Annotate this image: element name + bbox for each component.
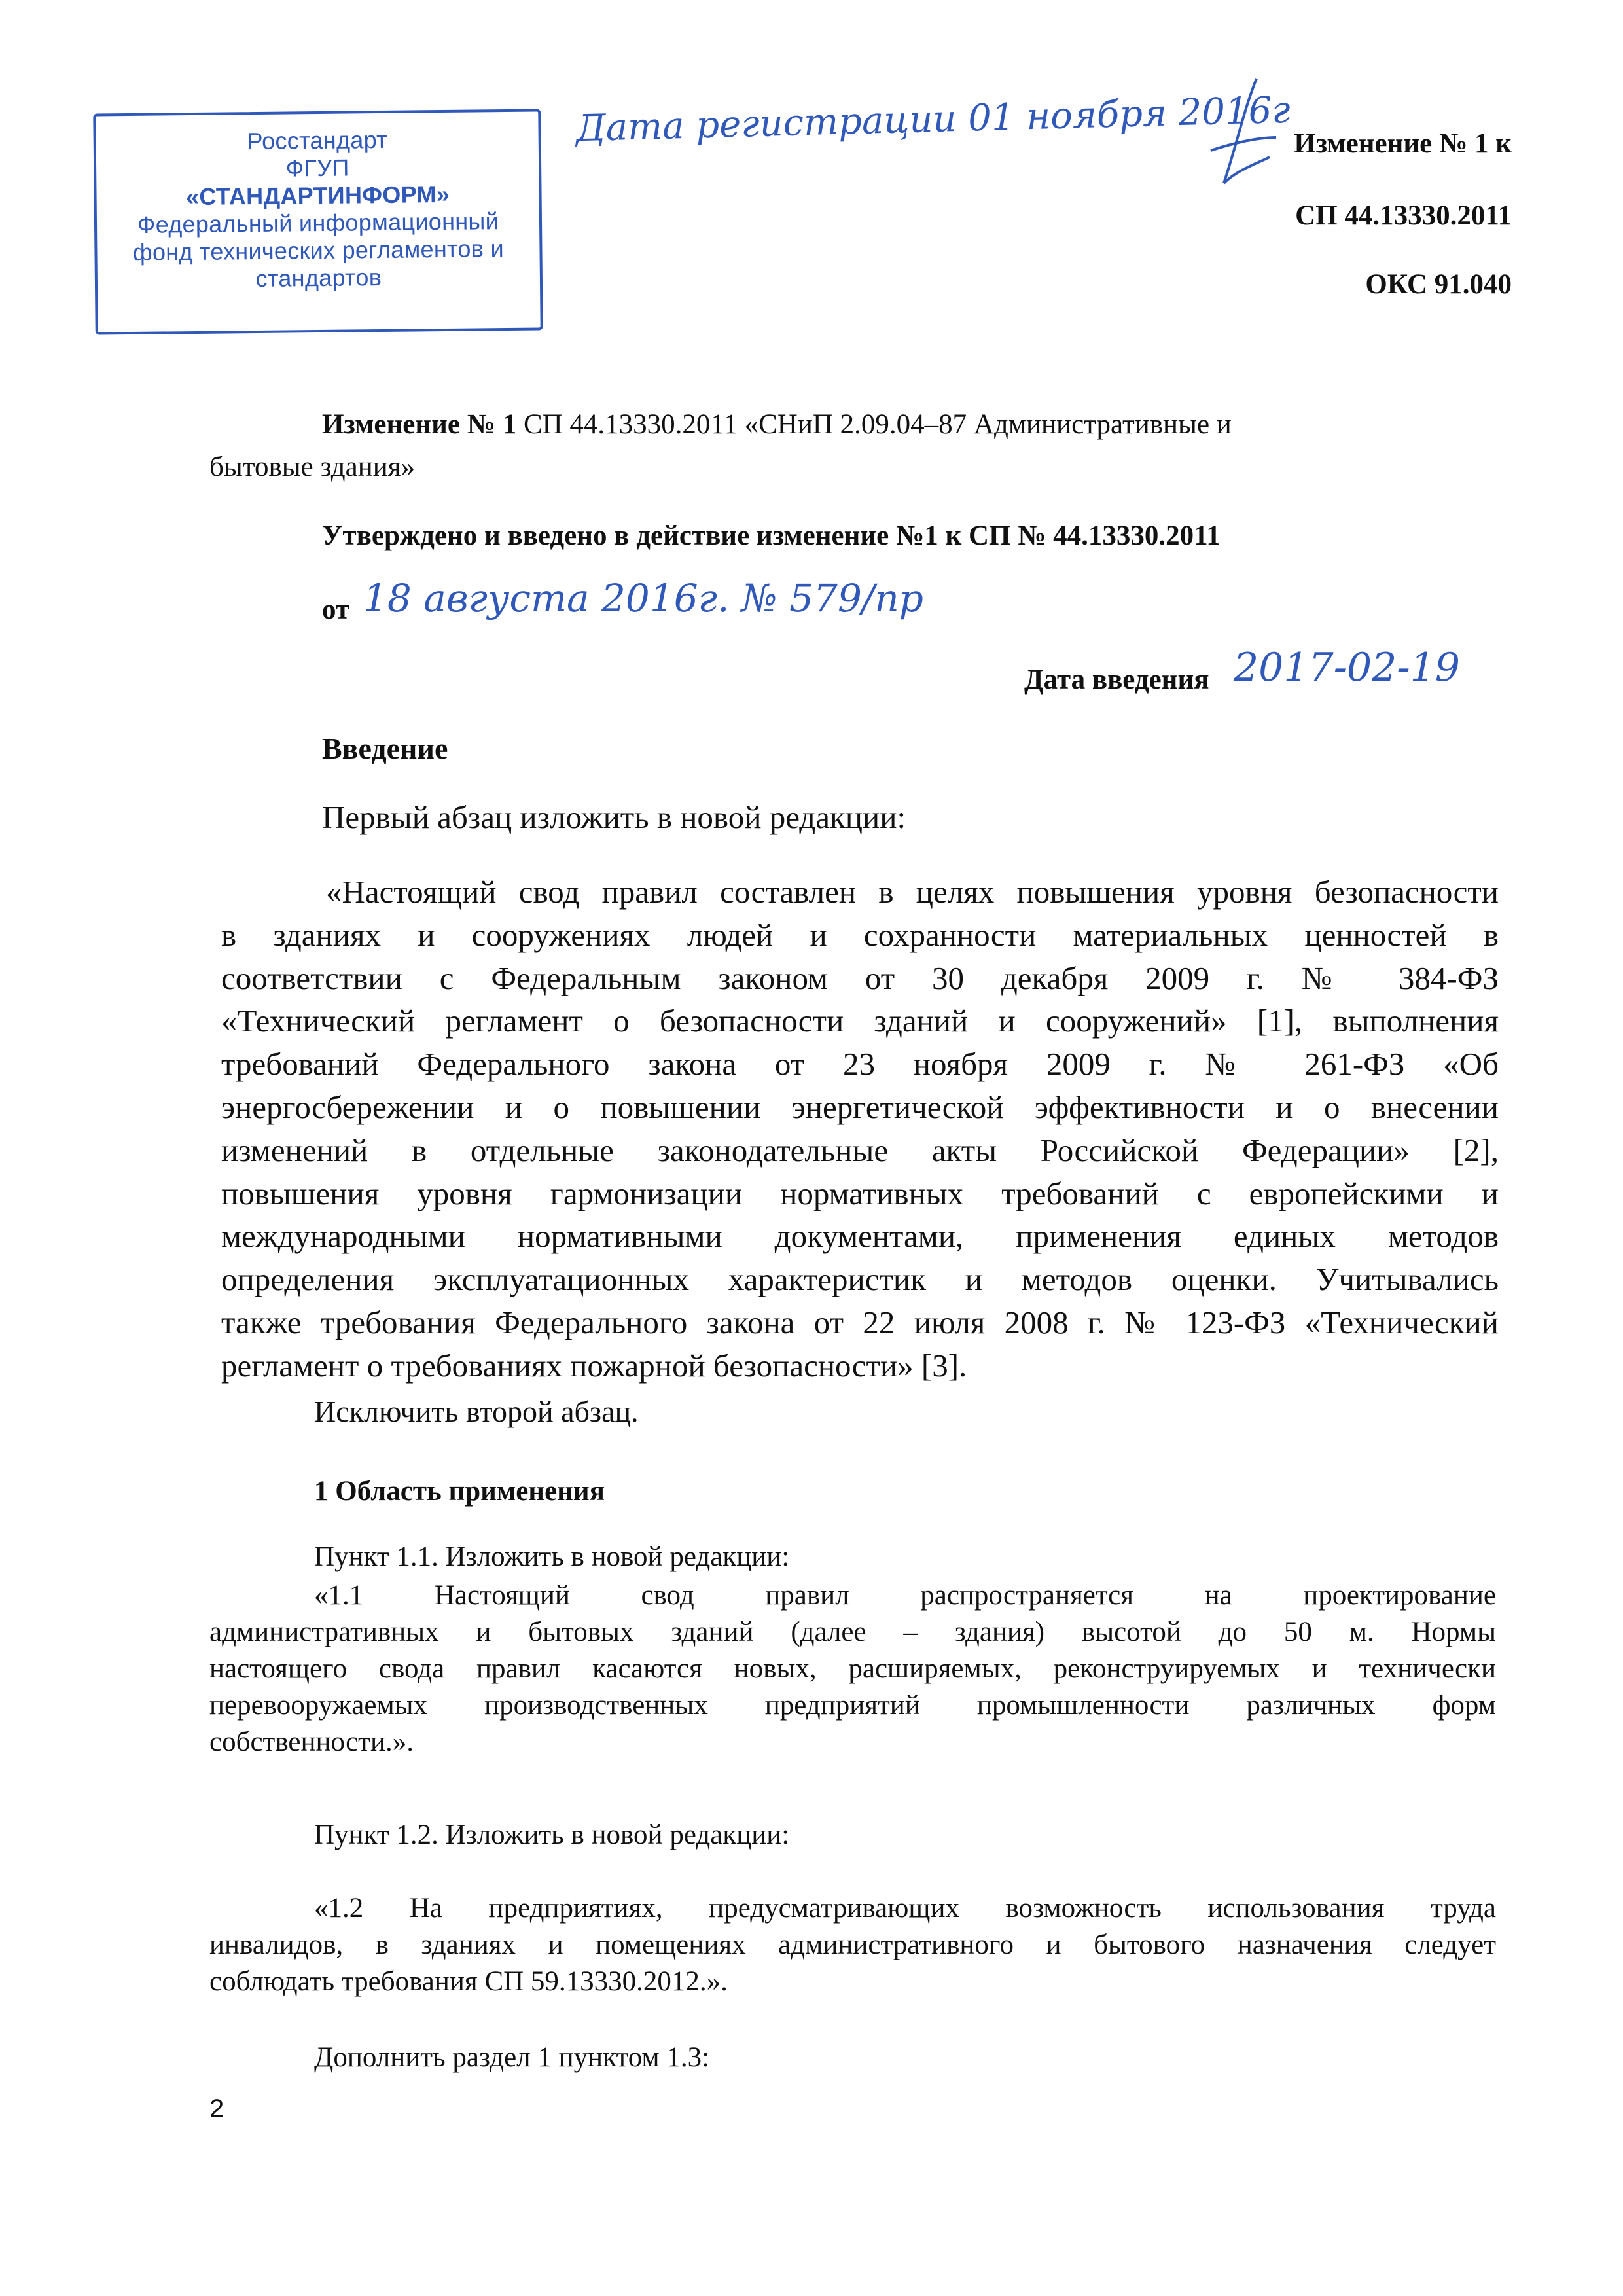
title-rest: СП 44.13330.2011 «СНиП 2.09.04–87 Административные и xyxy=(516,409,1232,440)
paragraph-line: повышения уровня гармонизации нормативных требований с европейскими и xyxy=(221,1175,1499,1211)
p13-instruction: Дополнить раздел 1 пунктом 1.3: xyxy=(314,2042,710,2073)
paragraph-line: «Технический регламент о безопасности зданий и сооружений» [1], выполнения xyxy=(221,1003,1499,1039)
stamp-line: «СТАНДАРТИНФОРМ» xyxy=(185,180,450,211)
approval-date-handwriting: 18 августа 2016г. № 579/пр xyxy=(363,576,923,620)
intro-date-label: Дата введения xyxy=(1024,664,1209,695)
p11-instruction: Пункт 1.1. Изложить в новой редакции: xyxy=(314,1541,790,1572)
document-title-line2: бытовые здания» xyxy=(209,452,415,482)
change-number-header: Изменение № 1 к xyxy=(1294,128,1512,159)
section-heading-intro: Введение xyxy=(322,732,448,765)
section-heading-scope: 1 Область применения xyxy=(314,1476,605,1507)
paragraph-line: определения эксплуатационных характеристик и методов оценки. Учитывались xyxy=(221,1261,1499,1298)
paragraph-line: требований Федерального закона от 23 ноября 2009 г. № 261-ФЗ «Об xyxy=(221,1046,1499,1083)
paragraph-line: в зданиях и сооружениях людей и сохранности материальных ценностей в xyxy=(221,916,1499,953)
exclude-instruction: Исключить второй абзац. xyxy=(314,1395,639,1428)
stamp-line: Росстандарт xyxy=(247,126,388,155)
stamp-line: ФГУП xyxy=(285,154,349,182)
paragraph-line: соблюдать требования СП 59.13330.2012.». xyxy=(209,1966,728,1997)
stamp-line: Федеральный информационный xyxy=(137,207,499,238)
p11-paragraph xyxy=(209,1577,1496,1761)
paragraph-line: международными нормативными документами, применения единых методов xyxy=(221,1218,1499,1255)
paragraph-line: инвалидов, в зданиях и помещениях административного и бытового назначения следует xyxy=(209,1929,1496,1960)
paragraph-line: соответствии с Федеральным законом от 30 декабря 2009 г. № 384-ФЗ xyxy=(221,960,1499,996)
paragraph-line: перевооружаемых производственных предприятий промышленности различных форм xyxy=(209,1690,1496,1721)
signature-mark xyxy=(1204,72,1283,203)
paragraph-line: изменений в отдельные законодательные акты Российской Федерации» [2], xyxy=(221,1132,1499,1168)
paragraph-line: собственности.». xyxy=(209,1727,414,1757)
approval-statement: Утверждено и введено в действие изменение №1 к СП № 44.13330.2011 xyxy=(322,520,1221,551)
paragraph-line: энергосбережении и о повышении энергетической эффективности и о внесении xyxy=(221,1088,1499,1125)
paragraph-line: регламент о требованиях пожарной безопасности» [3]. xyxy=(221,1347,967,1384)
intro-instruction: Первый абзац изложить в новой редакции: xyxy=(322,799,906,835)
paragraph-line: «1.1 Настоящий свод правил распространяется на проектирование xyxy=(314,1580,1496,1611)
paragraph-line: «1.2 На предприятиях, предусматривающих возможность использования труда xyxy=(314,1893,1496,1924)
sp-code-header: СП 44.13330.2011 xyxy=(1295,200,1512,231)
paragraph-line: административных и бытовых зданий (далее – здания) высотой до 50 м. Нормы xyxy=(209,1617,1496,1647)
title-bold: Изменение № 1 xyxy=(322,409,517,440)
approval-prefix: от xyxy=(322,594,350,625)
intro-date-handwriting: 2017-02-19 xyxy=(1234,645,1460,691)
page-number: 2 xyxy=(209,2094,224,2123)
registry-stamp xyxy=(93,109,543,334)
p12-paragraph xyxy=(209,1890,1496,2000)
document-title xyxy=(322,403,1232,446)
paragraph-line: настоящего свода правил касаются новых, расширяемых, реконструируемых и технически xyxy=(209,1653,1496,1684)
p12-instruction: Пункт 1.2. Изложить в новой редакции: xyxy=(314,1820,790,1850)
intro-paragraph xyxy=(221,870,1499,1388)
stamp-line: стандартов xyxy=(255,263,382,293)
paragraph-line: также требования Федерального закона от 22 июля 2008 г. № 123-ФЗ «Технический xyxy=(221,1304,1499,1340)
paragraph-line: «Настоящий свод правил составлен в целях повышения уровня безопасности xyxy=(326,874,1499,910)
registration-date-handwriting: Дата регистрации 01 ноября 2016г xyxy=(575,88,1291,151)
oks-code-header: ОКС 91.040 xyxy=(1365,269,1512,300)
stamp-line: фонд технических регламентов и xyxy=(132,235,505,266)
